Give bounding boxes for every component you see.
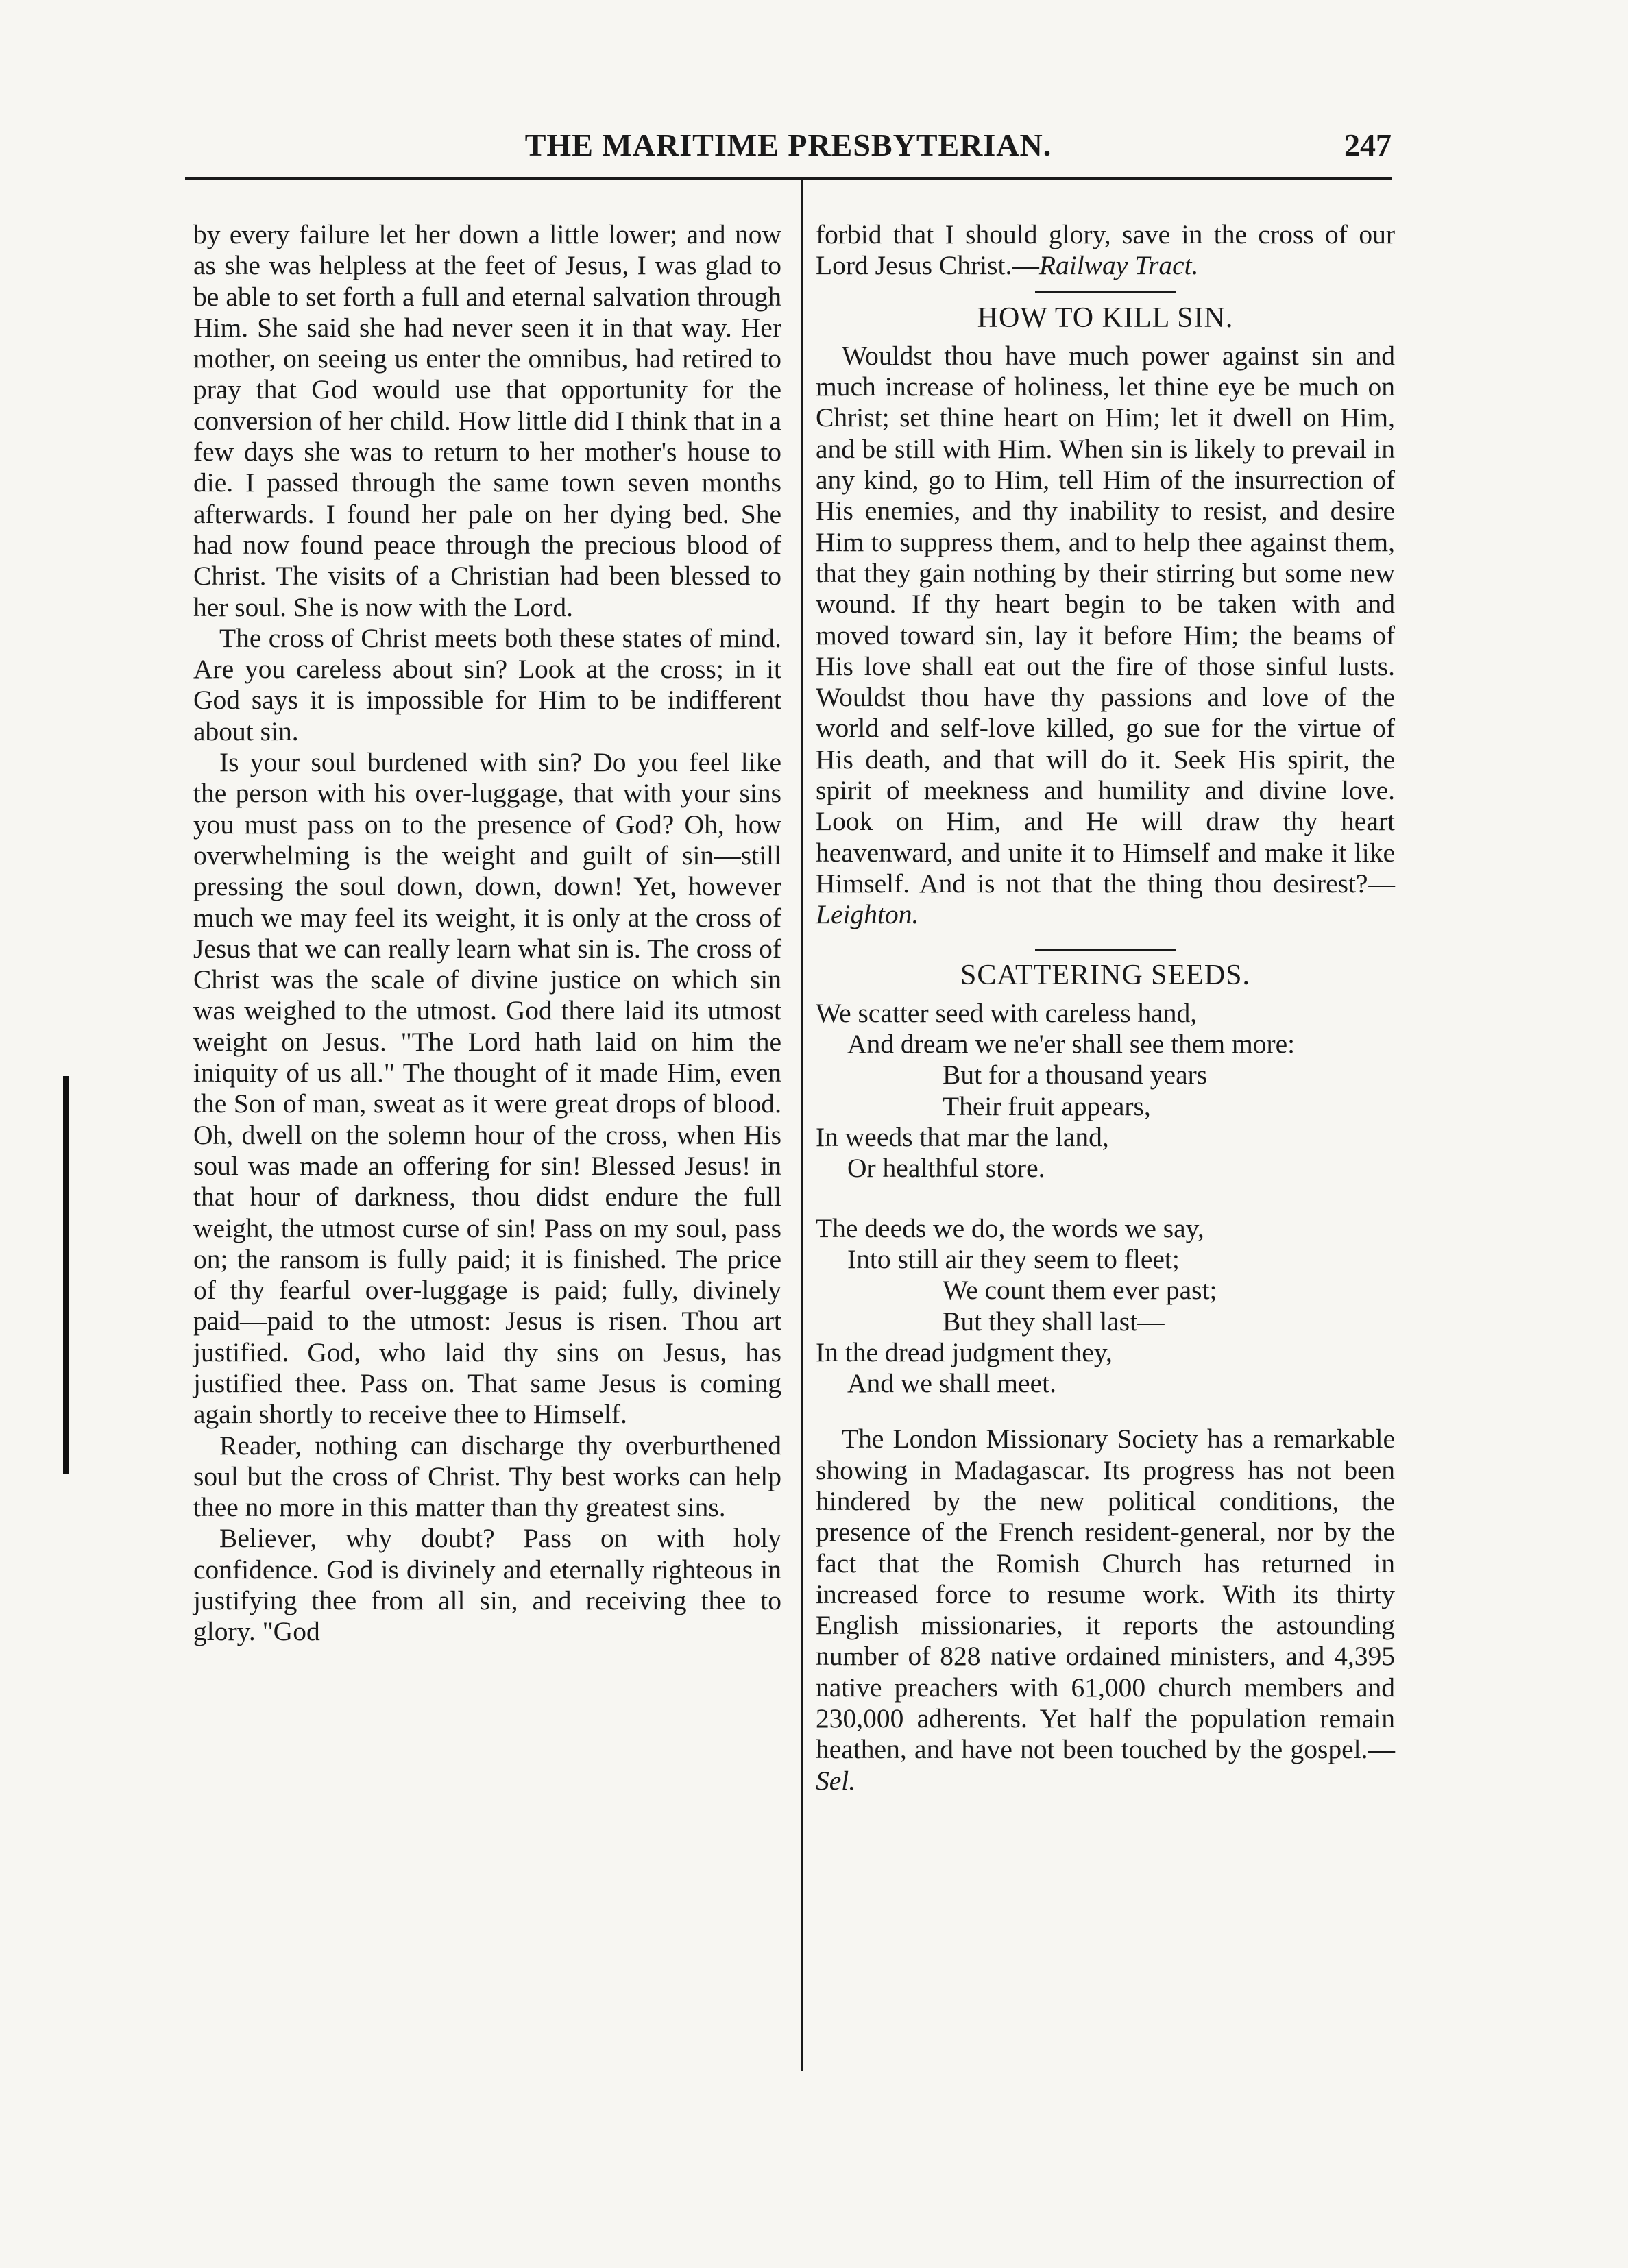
attribution: Railway Tract. [1038,250,1199,281]
section-rule [1035,949,1176,951]
poem-line: But they shall last— [943,1306,1165,1337]
poem-line: Their fruit appears, [943,1090,1151,1121]
poem-line: And we shall meet. [847,1368,1056,1399]
news-item [816,1424,1395,1796]
poem-line: We count them ever past; [943,1275,1217,1306]
section-break [816,1399,1395,1424]
attribution: Leighton. [816,899,919,930]
page-number: 247 [1344,127,1392,162]
poem [816,998,1395,1400]
poem-line: Into still air they seem to fleet; [847,1243,1180,1274]
poem-line: And dream we ne'er shall see them more: [847,1029,1296,1060]
poem-line: In weeds that mar the land, [816,1122,1109,1153]
left-column [193,219,781,1648]
running-header [185,127,1392,175]
article-body [816,341,1395,931]
right-column [816,219,1395,1796]
paragraph: Reader, nothing can discharge thy overburthened soul but the cross of Christ. Thy best works can help thee no more in this matter than thy greatest sins. [193,1430,781,1523]
paragraph-text: forbid that I should glory, save in the cross of our Lord Jesus Christ.— [816,219,1395,281]
section-rule [1035,291,1176,293]
column-divider [801,180,803,2071]
attribution: Sel. [816,1765,856,1796]
stanza-break [816,1184,1395,1213]
paragraph: Believer, why doubt? Pass on with holy confidence. God is divinely and eternally righteous in justifying thee from all sin, and receiving thee to glory. "God [193,1523,781,1647]
section-heading-scattering-seeds: SCATTERING SEEDS. [960,959,1251,991]
journal-title: THE MARITIME PRESBYTERIAN. [524,127,1052,162]
paragraph: Is your soul burdened with sin? Do you feel like the person with his over-luggage, that with your sins you must pass on to the presence of God? Oh, how overwhelming is the weight and guilt of sin—still pressing the soul down, down, down! Yet, however much we may feel its weight, it is only at the cross of Jesus that we can really learn what sin is. The cross of Christ was the scale of divine justice on which sin was weighed to the utmost. God there laid its utmost weight on Jesus. "The Lord hath laid on him the iniquity of us all." The thought of it made Him, even the Son of man, sweat as it were great drops of blood. Oh, dwell on the solemn hour of the cross, when His soul was made an offering for sin! Blessed Jesus! in that hour of darkness, thou didst endure the full weight, the utmost curse of sin! Pass on my soul, pass on; the ransom is fully paid; it is finished. The price of thy fearful over-luggage is paid; fully, divinely paid—paid to the utmost: Jesus is risen. Thou art justified. God, who laid thy sins on Jesus, has justified thee. Pass on. That same Jesus is coming again shortly to receive thee to Himself. [193,747,781,1430]
poem-line: We scatter seed with careless hand, [816,997,1198,1028]
section-heading-how-to-kill-sin: HOW TO KILL SIN. [977,302,1234,334]
paragraph: The cross of Christ meets both these states of mind. Are you careless about sin? Look at the cross; in it God says it is impossible for Him to be indifferent about sin. [193,622,781,746]
continued-paragraph [816,219,1395,282]
paragraph-text: Wouldst thou have much power against sin and much increase of holiness, let thine eye be much on Christ; set thine heart on Him; let it dwell on Him, and be still with Him. When sin is likely to prevail in any kind, go to Him, tell Him of the insurrection of His enemies, and thy inability to resist, and desire Him to suppress them, and to help thee against them, that they gain nothing by their stirring but some new wound. If thy heart begin to be taken with and moved toward sin, lay it before Him; the beams of His love shall eat out the fire of those sinful lusts. Wouldst thou have thy passions and love of the world and self-love killed, go sue for the virtue of His death, and that will do it. Seek His spirit, the spirit of meekness and humility and divine love. Look on Him, and He will draw thy heart heavenward, and unite it to Himself and make it like Himself. And is not that the thing thou desirest?— [816,340,1395,899]
paragraph: by every failure let her down a little lower; and now as she was helpless at the feet of Jesus, I was glad to be able to set forth a full and eternal salvation through Him. She said she had never seen it in that way. Her mother, on seeing us enter the omnibus, had retired to pray that God would use that opportunity for the conversion of her child. How little did I think that in a few days she was to return to her mother's house to die. I passed through the same town seven months afterwards. I found her pale on her dying bed. She had now found peace through the precious blood of Christ. The visits of a Christian had been blessed to her soul. She is now with the Lord. [193,219,781,622]
poem-line: In the dread judgment they, [816,1337,1113,1367]
paragraph-text: The London Missionary Society has a remarkable showing in Madagascar. Its progress has not been hindered by the new political conditions, the presence of the French resident-general, nor by the fact that the Romish Church has returned in increased force to resume work. With its thirty English missionaries, it reports the astounding number of 828 native ordained ministers, and 4,395 native preachers with 61,000 church members and 230,000 adherents. Yet half the population remain heathen, and have not been touched by the gospel.— [816,1424,1395,1765]
header-rule [185,177,1392,180]
poem-line: The deeds we do, the words we say, [816,1212,1204,1243]
poem-line: But for a thousand years [943,1060,1208,1090]
poem-line: Or healthful store. [847,1153,1045,1184]
margin-ink-mark [63,1076,69,1474]
